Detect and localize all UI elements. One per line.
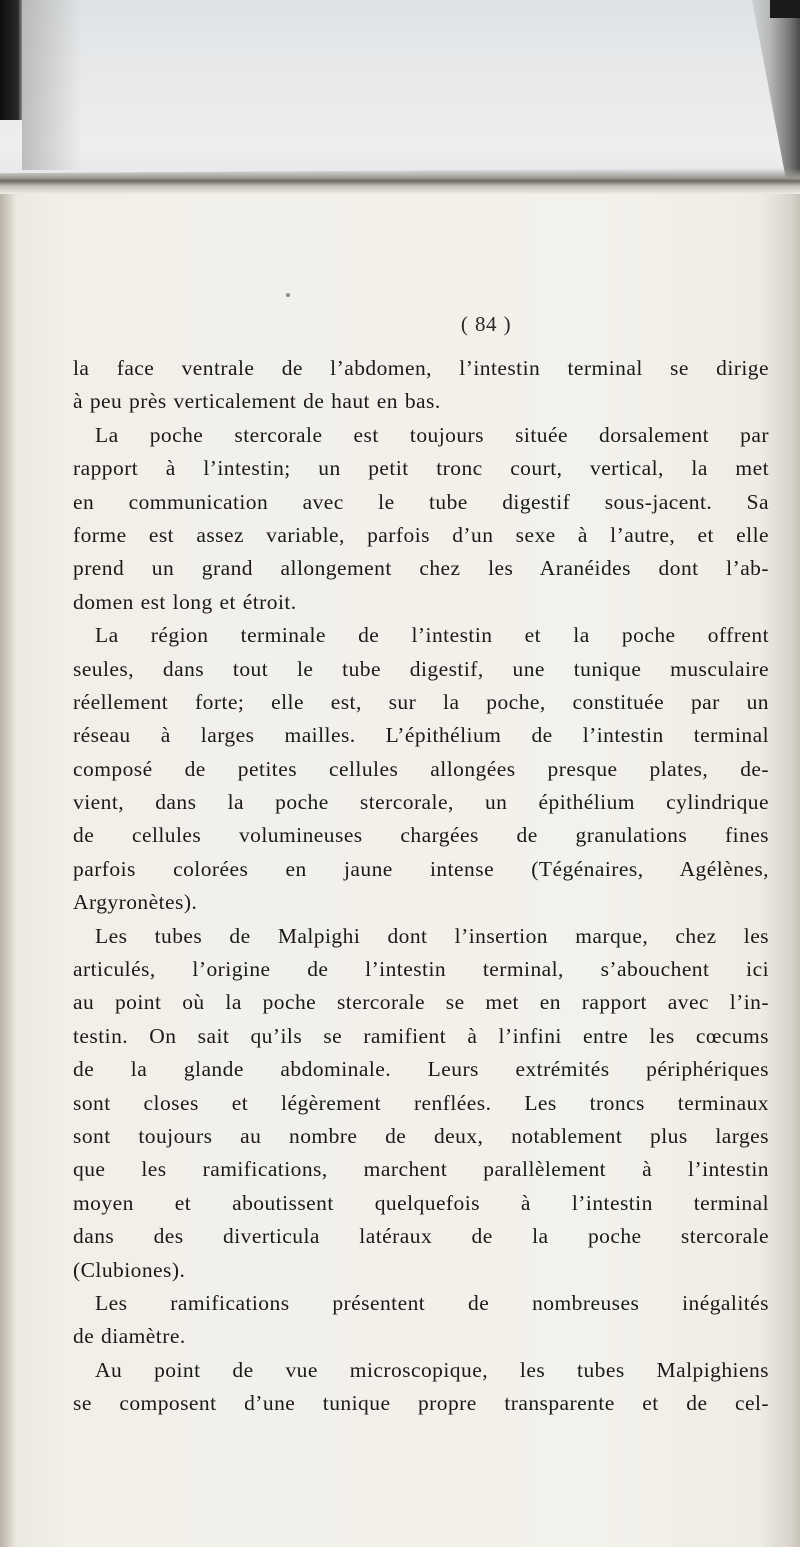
text-line: (Clubiones). — [73, 1257, 186, 1282]
text-line: prend un grand allongement chez les Aranéides dont l’ab- — [73, 556, 769, 581]
holder-shadow — [22, 0, 82, 170]
scan-holder-strip — [0, 0, 800, 192]
body-text — [73, 352, 769, 1421]
text-line: composé de petites cellules allongées presque plates, de- — [73, 756, 769, 781]
text-line: de cellules volumineuses chargées de granulations fines — [73, 823, 769, 848]
text-line: Les ramifications présentent de nombreuses inégalités — [95, 1290, 769, 1315]
text-line: se composent d’une tunique propre transparente et de cel- — [73, 1391, 769, 1416]
text-line: à peu près verticalement de haut en bas. — [73, 389, 441, 414]
holder-clip-right-top — [770, 0, 800, 18]
text-line: vient, dans la poche stercorale, un épithélium cylindrique — [73, 790, 769, 815]
text-line: en communication avec le tube digestif sous-jacent. Sa — [73, 489, 769, 514]
page-number: ( 84 ) — [460, 312, 512, 336]
text-line: testin. On sait qu’ils se ramifient à l’infini entre les cœcums — [73, 1023, 769, 1048]
paper-speck — [286, 293, 290, 297]
text-line: Les tubes de Malpighi dont l’insertion marque, chez les — [95, 923, 769, 948]
page-binding-shadow — [0, 190, 16, 1547]
text-line: rapport à l’intestin; un petit tronc court, vertical, la met — [73, 456, 769, 481]
holder-clip-right — [740, 0, 800, 190]
text-line: articulés, l’origine de l’intestin terminal, s’abouchent ici — [73, 957, 769, 982]
text-line: parfois colorées en jaune intense (Tégénaires, Agélènes, — [73, 856, 769, 881]
text-line: la face ventrale de l’abdomen, l’intestin terminal se dirige — [73, 356, 769, 380]
text-line: sont closes et légèrement renflées. Les troncs terminaux — [73, 1090, 769, 1115]
text-line: dans des diverticula latéraux de la poche stercorale — [73, 1224, 769, 1249]
holder-clip-left — [0, 0, 22, 120]
text-line: de diamètre. — [73, 1324, 186, 1349]
text-line: Au point de vue microscopique, les tubes Malpighiens — [95, 1357, 769, 1382]
text-line: au point où la poche stercorale se met en rapport avec l’in- — [73, 990, 769, 1015]
text-line: forme est assez variable, parfois d’un sexe à l’autre, et elle — [73, 522, 769, 547]
text-line: réellement forte; elle est, sur la poche, constituée par un — [73, 689, 769, 714]
text-line: Argyronètes). — [73, 890, 198, 915]
text-line: moyen et aboutissent quelquefois à l’intestin terminal — [73, 1190, 769, 1215]
text-line: que les ramifications, marchent parallèlement à l’intestin — [73, 1157, 769, 1182]
text-line: de la glande abdominale. Leurs extrémités périphériques — [73, 1057, 769, 1082]
text-line: domen est long et étroit. — [73, 589, 297, 614]
text-line: La région terminale de l’intestin et la poche offrent — [95, 623, 769, 648]
text-line: La poche stercorale est toujours située dorsalement par — [95, 422, 769, 447]
text-line: seules, dans tout le tube digestif, une tunique musculaire — [73, 656, 769, 681]
text-line: sont toujours au nombre de deux, notablement plus larges — [73, 1123, 769, 1148]
text-line: réseau à larges mailles. L’épithélium de l’intestin terminal — [73, 723, 769, 748]
